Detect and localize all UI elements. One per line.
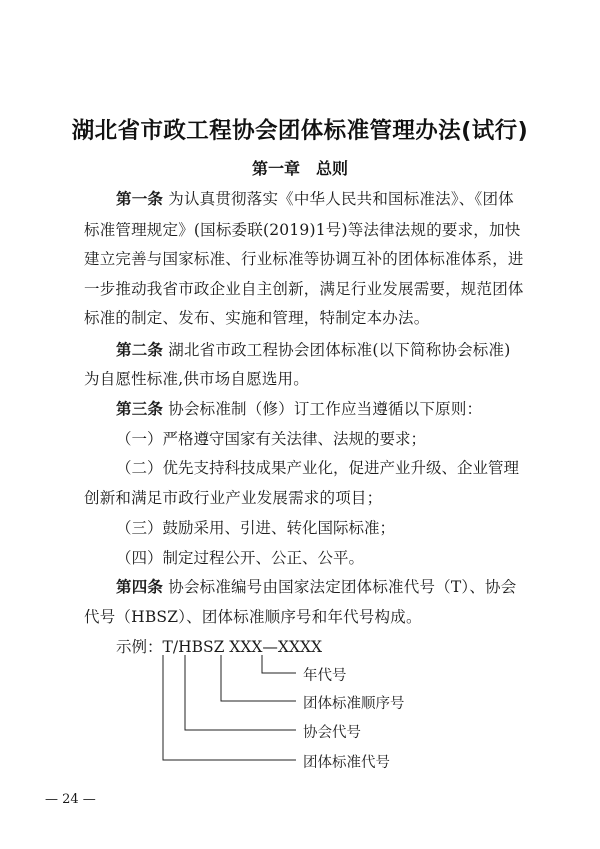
article-1-line-3: 建立完善与国家标准、行业标准等协调互补的团体标准体系，进 (84, 250, 524, 268)
article-4-text: 协会标准编号由国家法定团体标准代号（T）、协会 (168, 578, 517, 596)
article-2-heading: 第二条 (116, 341, 164, 359)
principle-item-4: （四）制定过程公开、公正、公平。 (116, 549, 365, 567)
page-number: — 24 — (45, 792, 96, 807)
label-year-code: 年代号 (303, 668, 347, 684)
document-title: 湖北省市政工程协会团体标准管理办法(试行) (71, 118, 529, 144)
article-1-line-5: 标准的制定、发布、实施和管理，特制定本办法。 (84, 309, 430, 327)
principle-item-2-continuation: 创新和满足市政行业产业发展需求的项目； (84, 489, 383, 507)
label-group-standard-code: 团体标准代号 (303, 755, 390, 771)
principle-item-2: （二）优先支持科技成果产业化，促进产业升级、企业管理 (116, 459, 520, 477)
principle-item-1: （一）严格遵守国家有关法律、法规的要求； (116, 430, 427, 448)
article-3-intro: 协会标准制（修）订工作应当遵循以下原则： (168, 400, 483, 418)
principle-item-3: （三）鼓励采用、引进、转化国际标准； (116, 519, 396, 537)
example-code: T/HBSZ XXX—XXXX (162, 638, 323, 656)
label-sequence-number: 团体标准顺序号 (303, 696, 405, 712)
example-prefix: 示例： (116, 638, 163, 656)
article-1-line-4: 一步推动我省市政企业自主创新，满足行业发展需要，规范团体 (84, 280, 524, 298)
article-2-text: 湖北省市政工程协会团体标准(以下简称协会标准) (168, 341, 511, 359)
article-4-line-2: 代号（HBSZ）、团体标准顺序号和年代号构成。 (84, 608, 422, 626)
article-2-line-2: 为自愿性标准,供市场自愿选用。 (84, 370, 309, 388)
connector-sequence (221, 655, 296, 701)
article-1-heading: 第一条 (116, 190, 164, 208)
article-4-heading: 第四条 (116, 578, 164, 596)
connector-year (262, 655, 296, 673)
connector-association (185, 655, 296, 730)
article-3-heading: 第三条 (116, 400, 164, 418)
chapter-heading: 第一章 总则 (251, 159, 348, 178)
label-association-code: 协会代号 (303, 725, 361, 741)
article-1-line-2: 标准管理规定》(国标委联(2019)1号)等法律法规的要求，加快 (84, 221, 521, 239)
article-1-text: 为认真贯彻落实《中华人民共和国标准法》、《团体 (168, 190, 514, 208)
connector-group-standard (163, 655, 296, 760)
